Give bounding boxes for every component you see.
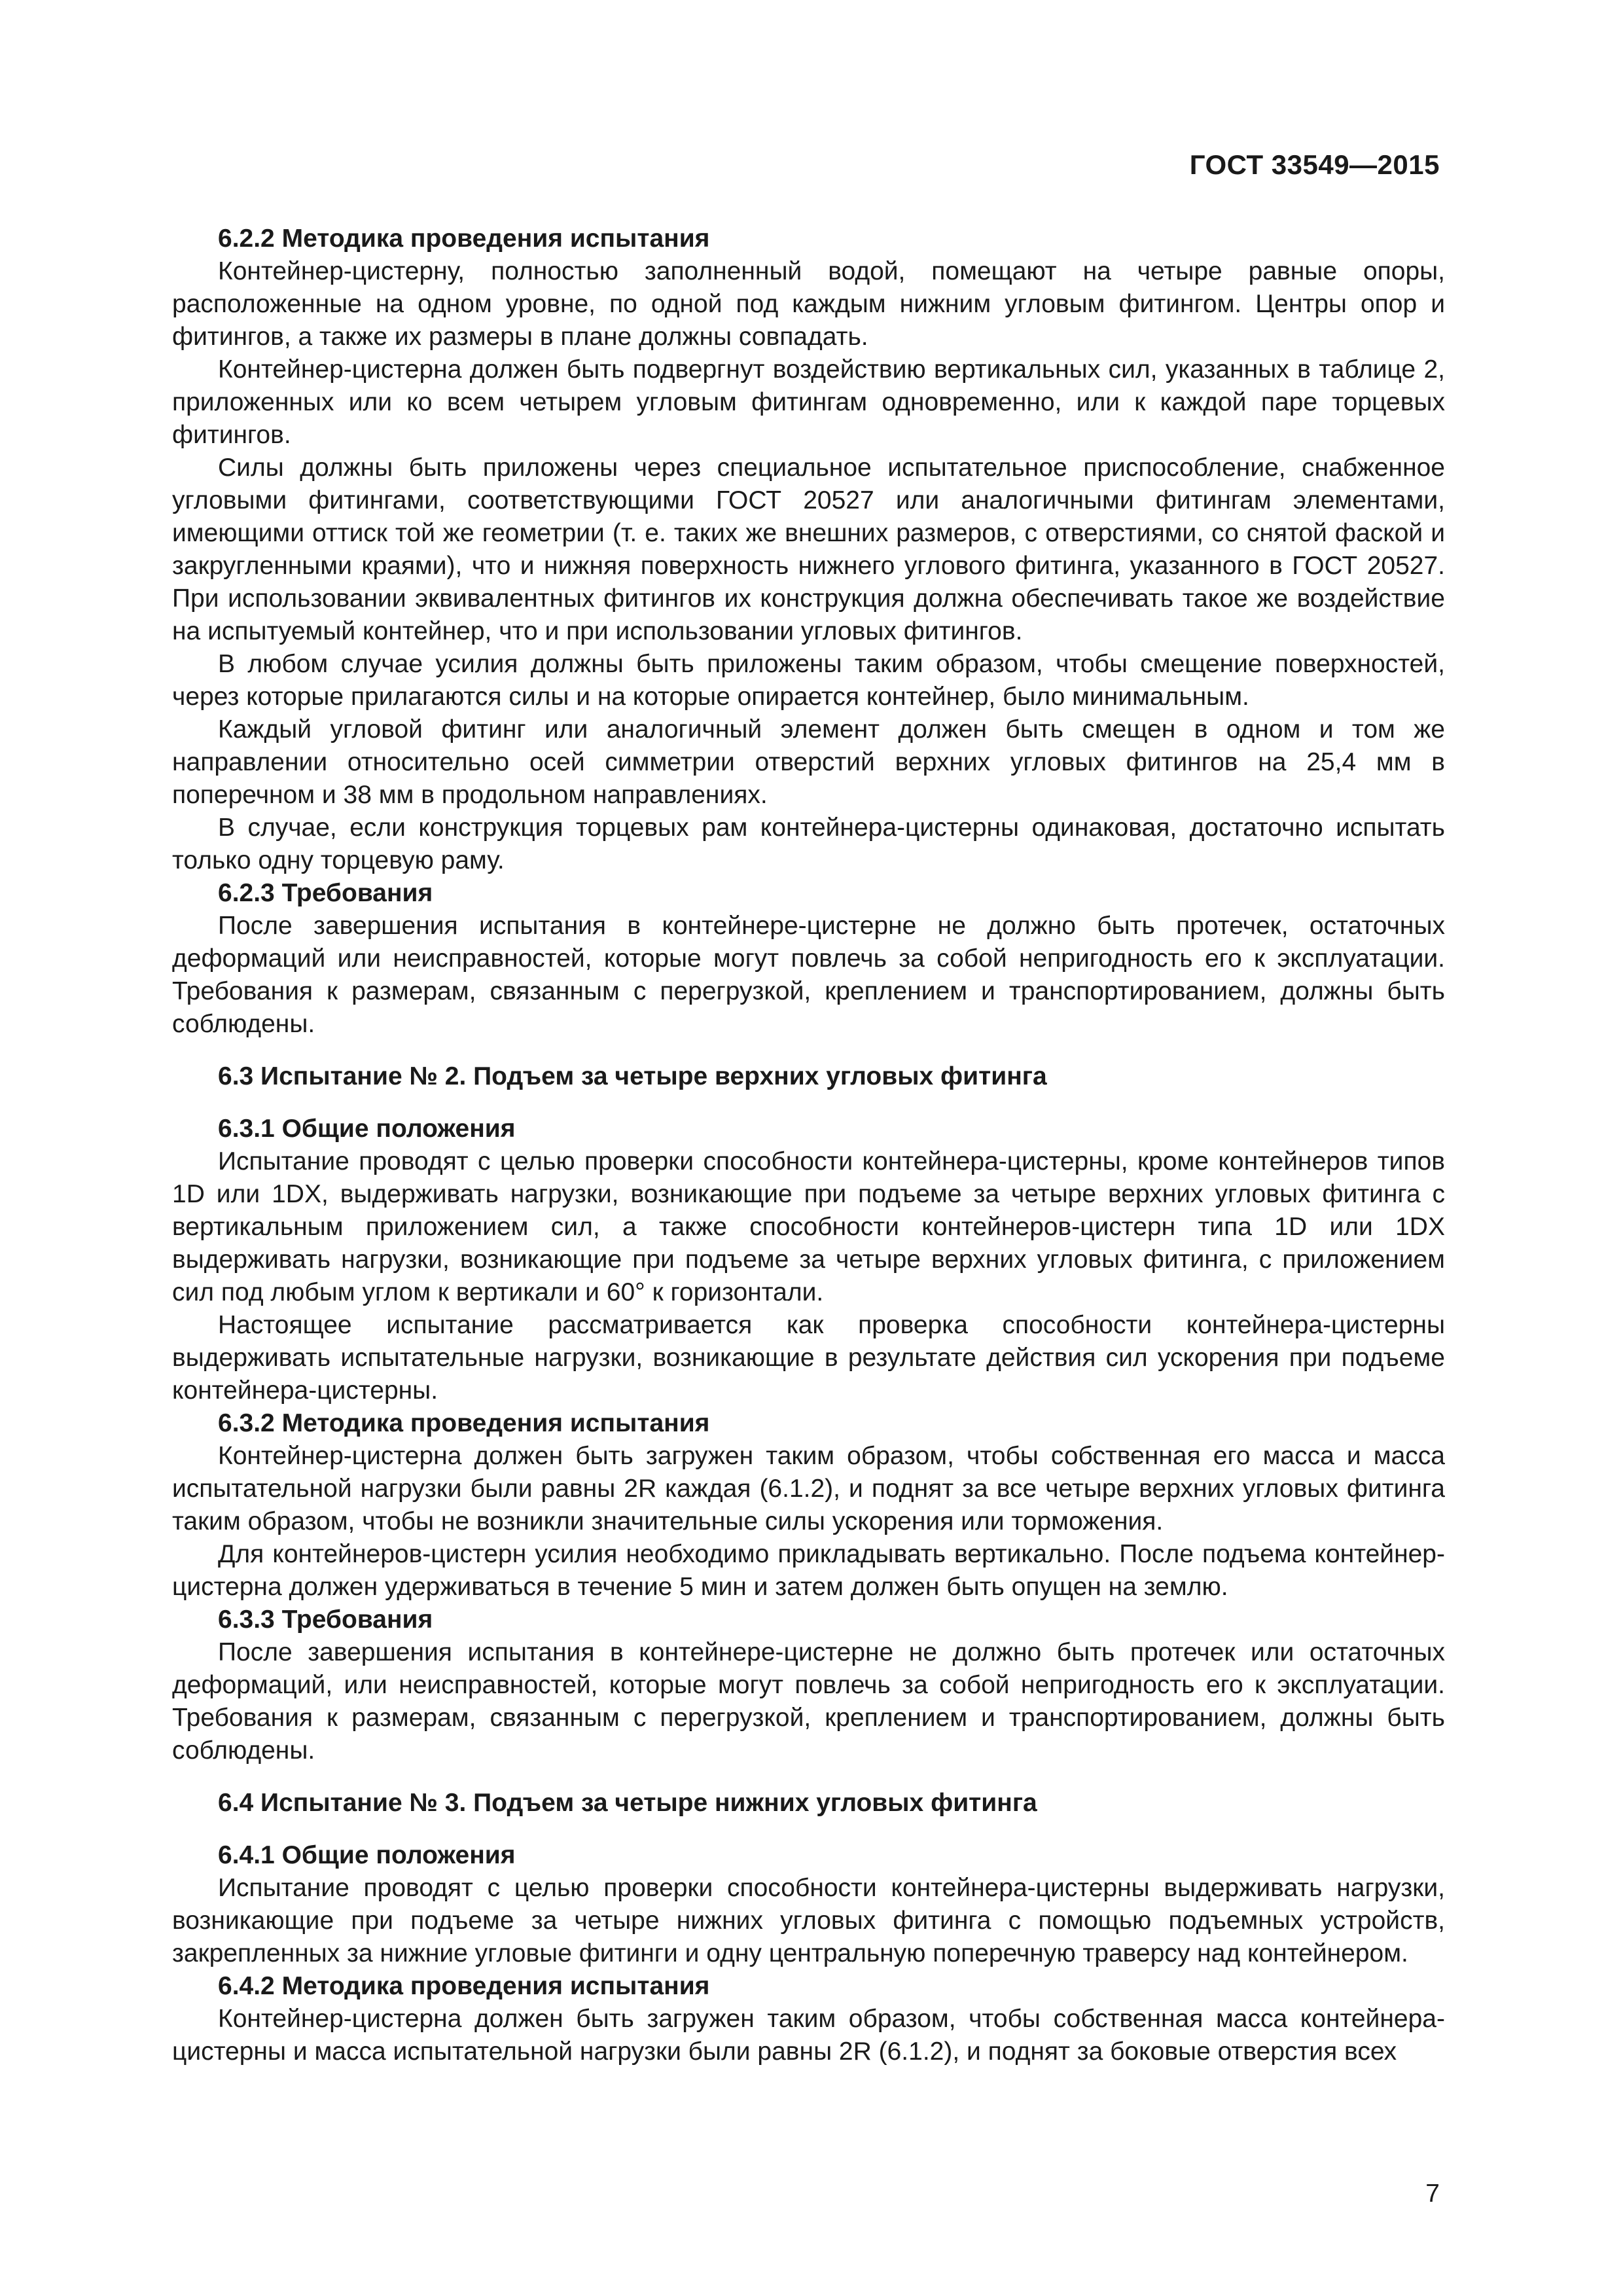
- subsection-heading: 6.4.1 Общие положения: [218, 1841, 516, 1869]
- paragraph: Испытание проводят с целью проверки способности контейнера-цистерны выдерживать нагрузки, возникающие при подъеме за четыре нижних угловых фитинга с помощью подъемных устройств, закрепленных за нижние угловые фитинги и одну центральную поперечную траверсу над контейнером.: [172, 1874, 1445, 1967]
- paragraph: Силы должны быть приложены через специальное испытательное приспособление, снабженное угловыми фитингами, соответствующими ГОСТ 20527 или аналогичными фитингам элементами, имеющими оттиск той же геометрии (т. е. таких же внешних размеров, с отверстиями, со снятой фаской и закругленными краями), что и нижняя поверхность нижнего углового фитинга, указанного в ГОСТ 20527. При использовании эквивалентных фитингов их конструкция должна обеспечивать такое же воздействие на испытуемый контейнер, что и при использовании угловых фитингов.: [172, 454, 1445, 645]
- document-code-header: ГОСТ 33549—2015: [1189, 149, 1440, 180]
- section-heading: 6.3 Испытание № 2. Подъем за четыре верхних угловых фитинга: [218, 1062, 1047, 1090]
- paragraph: Для контейнеров-цистерн усилия необходимо прикладывать вертикально. После подъема контейнер-цистерна должен удерживаться в течение 5 мин и затем должен быть опущен на землю.: [172, 1540, 1445, 1601]
- paragraph: В любом случае усилия должны быть приложены таким образом, чтобы смещение поверхностей, через которые прилагаются силы и на которые опирается контейнер, было минимальным.: [172, 650, 1445, 711]
- paragraph: После завершения испытания в контейнере-цистерне не должно быть протечек, остаточных деформаций или неисправностей, которые могут повлечь за собой непригодность его к эксплуатации. Требования к размерам, связанным с перегрузкой, креплением и транспортированием, должны быть соблюдены.: [172, 912, 1445, 1038]
- subsection-heading: 6.4.2 Методика проведения испытания: [218, 1972, 710, 2000]
- subsection-heading: 6.3.1 Общие положения: [218, 1115, 516, 1143]
- document-body: [172, 223, 1445, 2068]
- paragraph: Каждый угловой фитинг или аналогичный элемент должен быть смещен в одном и том же направлении относительно осей симметрии отверстий верхних угловых фитингов на 25,4 мм в поперечном и 38 мм в продольном направлениях.: [172, 715, 1445, 809]
- subsection-heading: 6.2.3 Требования: [218, 879, 433, 907]
- paragraph: Контейнер-цистерна должен быть загружен таким образом, чтобы собственная масса контейнера-цистерны и масса испытательной нагрузки были равны 2R (6.1.2), и поднят за боковые отверстия всех: [172, 2005, 1445, 2066]
- paragraph: Контейнер-цистерна должен быть подвергнут воздействию вертикальных сил, указанных в таблице 2, приложенных или ко всем четырем угловым фитингам одновременно, или к каждой паре торцевых фитингов.: [172, 355, 1445, 449]
- paragraph: Настоящее испытание рассматривается как проверка способности контейнера-цистерны выдерживать испытательные нагрузки, возникающие в результате действия сил ускорения при подъеме контейнера-цистерны.: [172, 1311, 1445, 1405]
- paragraph: После завершения испытания в контейнере-цистерне не должно быть протечек или остаточных деформаций, или неисправностей, которые могут повлечь за собой непригодность его к эксплуатации. Требования к размерам, связанным с перегрузкой, креплением и транспортированием, должны быть соблюдены.: [172, 1638, 1445, 1765]
- paragraph: Контейнер-цистерну, полностью заполненный водой, помещают на четыре равные опоры, расположенные на одном уровне, по одной под каждым нижним угловым фитингом. Центры опор и фитингов, а также их размеры в плане должны совпадать.: [172, 257, 1445, 351]
- paragraph: Испытание проводят с целью проверки способности контейнера-цистерны, кроме контейнеров типов 1D или 1DX, выдерживать нагрузки, возникающие при подъеме за четыре верхних угловых фитинга с вертикальным приложением сил, а также способности контейнеров-цистерн типа 1D или 1DX выдерживать нагрузки, возникающие при подъеме за четыре верхних угловых фитинга, с приложением сил под любым углом к вертикали и 60° к горизонтали.: [172, 1147, 1445, 1306]
- subsection-heading: 6.3.3 Требования: [218, 1605, 433, 1634]
- subsection-heading: 6.3.2 Методика проведения испытания: [218, 1409, 710, 1437]
- paragraph: Контейнер-цистерна должен быть загружен таким образом, чтобы собственная его масса и масса испытательной нагрузки были равны 2R каждая (6.1.2), и поднят за все четыре верхних угловых фитинга таким образом, чтобы не возникли значительные силы ускорения или торможения.: [172, 1442, 1445, 1535]
- section-heading: 6.4 Испытание № 3. Подъем за четыре нижних угловых фитинга: [218, 1789, 1037, 1817]
- page-number: 7: [1425, 2179, 1440, 2208]
- subsection-heading: 6.2.2 Методика проведения испытания: [218, 224, 710, 253]
- paragraph: В случае, если конструкция торцевых рам контейнера-цистерны одинаковая, достаточно испытать только одну торцевую раму.: [172, 814, 1445, 874]
